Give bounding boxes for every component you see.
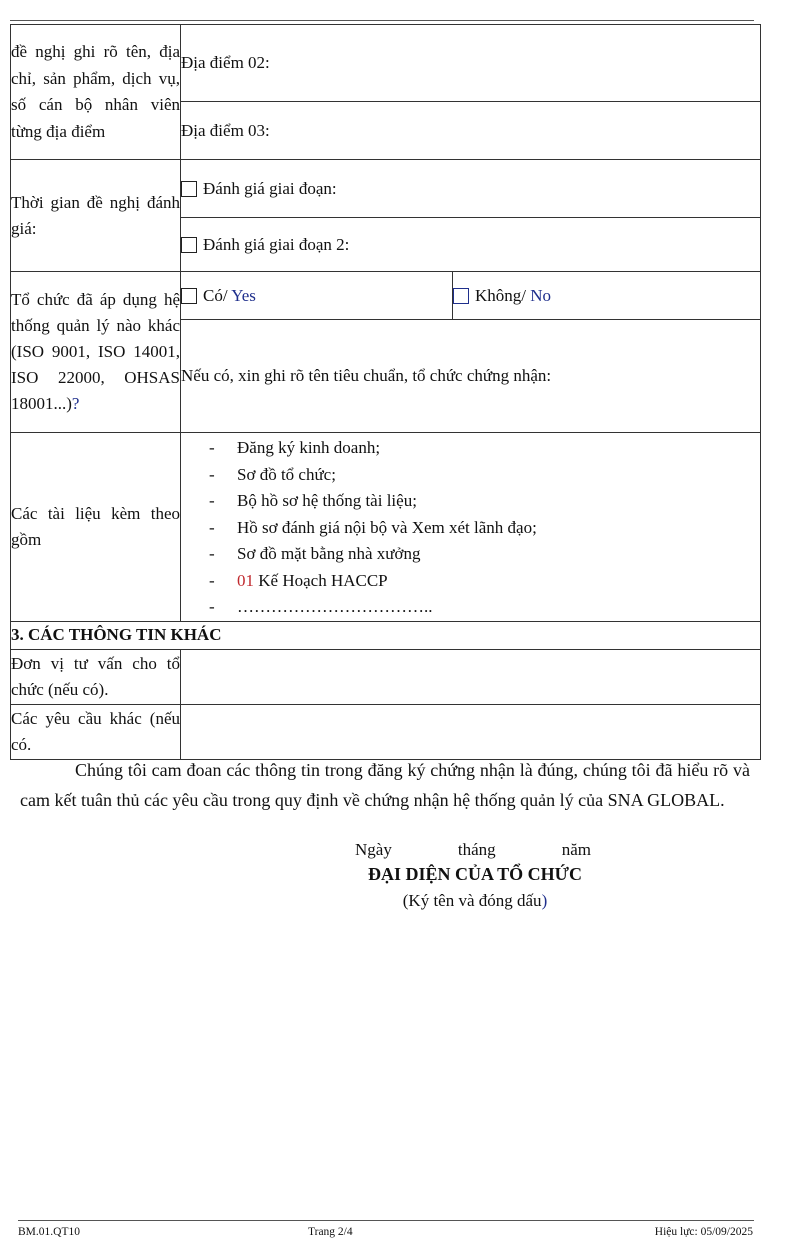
- haccp-count: 01: [237, 570, 254, 590]
- other-systems-label: [11, 272, 181, 433]
- stage-assessment-option[interactable]: [181, 160, 761, 218]
- attachment-item: - Đăng ký kinh doanh;: [209, 438, 381, 457]
- stage-assessment-checkbox[interactable]: [181, 181, 197, 197]
- stage-2-assessment-label: Đánh giá giai đoạn 2:: [203, 234, 350, 254]
- consultant-field[interactable]: [181, 649, 761, 704]
- stage-2-assessment-option[interactable]: [181, 218, 761, 272]
- attachment-item: - Bộ hồ sơ hệ thống tài liệu;: [209, 491, 417, 510]
- attachment-item-haccp: - 01 Kế Hoạch HACCP: [209, 570, 388, 590]
- date-day-label: Ngày: [355, 840, 392, 859]
- yes-label-en: Yes: [231, 285, 256, 305]
- page-number: Trang 2/4: [308, 1226, 353, 1238]
- if-yes-prompt: Nếu có, xin ghi rõ tên tiêu chuẩn, tổ chức chứng nhận:: [181, 366, 552, 385]
- attachments-label: Các tài liệu kèm theo gồm: [11, 433, 181, 622]
- location-02-field[interactable]: [181, 25, 761, 102]
- yes-checkbox[interactable]: [181, 288, 197, 304]
- no-checkbox[interactable]: [453, 288, 469, 304]
- attachment-item: - Sơ đồ mặt bằng nhà xưởng: [209, 544, 421, 563]
- declaration-paragraph: [20, 755, 750, 815]
- consultant-label: Đơn vị tư vấn cho tổ chức (nếu có).: [11, 649, 181, 704]
- signature-date-line: [355, 840, 591, 860]
- attachments-list-cell: [181, 433, 761, 622]
- effective-date: Hiệu lực: 05/09/2025: [654, 1226, 753, 1238]
- stage-assessment-label: Đánh giá giai đoạn:: [203, 178, 337, 198]
- date-year-label: năm: [561, 840, 591, 859]
- registration-form-table: [10, 24, 761, 760]
- section-3-heading: 3. CÁC THÔNG TIN KHÁC: [11, 621, 761, 649]
- stage-2-assessment-checkbox[interactable]: [181, 237, 197, 253]
- no-option[interactable]: [453, 272, 761, 320]
- other-systems-label-question: ?: [71, 394, 80, 413]
- other-requirements-field[interactable]: [181, 704, 761, 759]
- if-yes-field[interactable]: [181, 320, 761, 433]
- attachment-item: - Hồ sơ đánh giá nội bộ và Xem xét lãnh đạo;: [209, 517, 537, 537]
- locations-label: đề nghị ghi rõ tên, địa chỉ, sản phẩm, dịch vụ, số cán bộ nhân viên từng địa điểm: [11, 25, 181, 160]
- location-02-label: Địa điểm 02:: [181, 53, 270, 72]
- signature-note: (Ký tên và đóng dấu): [402, 891, 548, 910]
- form-code: BM.01.QT10: [18, 1226, 80, 1238]
- attachment-item-blank[interactable]: - ……………………………..: [209, 597, 433, 616]
- other-requirements-label: Các yêu cầu khác (nếu có.: [11, 704, 181, 759]
- footer-rule: [18, 1220, 754, 1221]
- attachments-list: [181, 433, 760, 621]
- top-rule: [10, 20, 754, 21]
- no-label-vi: Không/: [475, 285, 526, 305]
- declaration-text: Chúng tôi cam đoan các thông tin trong đăng ký chứng nhận là đúng, chúng tôi đã hiểu rõ và cam kết tuân thủ các yêu cầu trong quy định về chứng nhận hệ thống quản lý của SNA GLOBAL.: [20, 760, 750, 810]
- yes-option[interactable]: [181, 272, 453, 320]
- other-systems-label-text: Tổ chức đã áp dụng hệ thống quản lý nào khác (ISO 9001, ISO 14001, ISO 22000, OHSAS 18001...): [11, 290, 180, 413]
- location-03-label: Địa điểm 03:: [181, 120, 270, 140]
- location-03-field[interactable]: [181, 102, 761, 160]
- no-label-en: No: [530, 285, 552, 305]
- attachment-item: - Sơ đồ tổ chức;: [209, 464, 336, 484]
- assessment-time-label: Thời gian đề nghị đánh giá:: [11, 160, 181, 272]
- date-month-label: tháng: [457, 840, 496, 859]
- signature-title: ĐẠI DIỆN CỦA TỔ CHỨC: [367, 864, 583, 884]
- yes-label-vi: Có/: [203, 285, 228, 305]
